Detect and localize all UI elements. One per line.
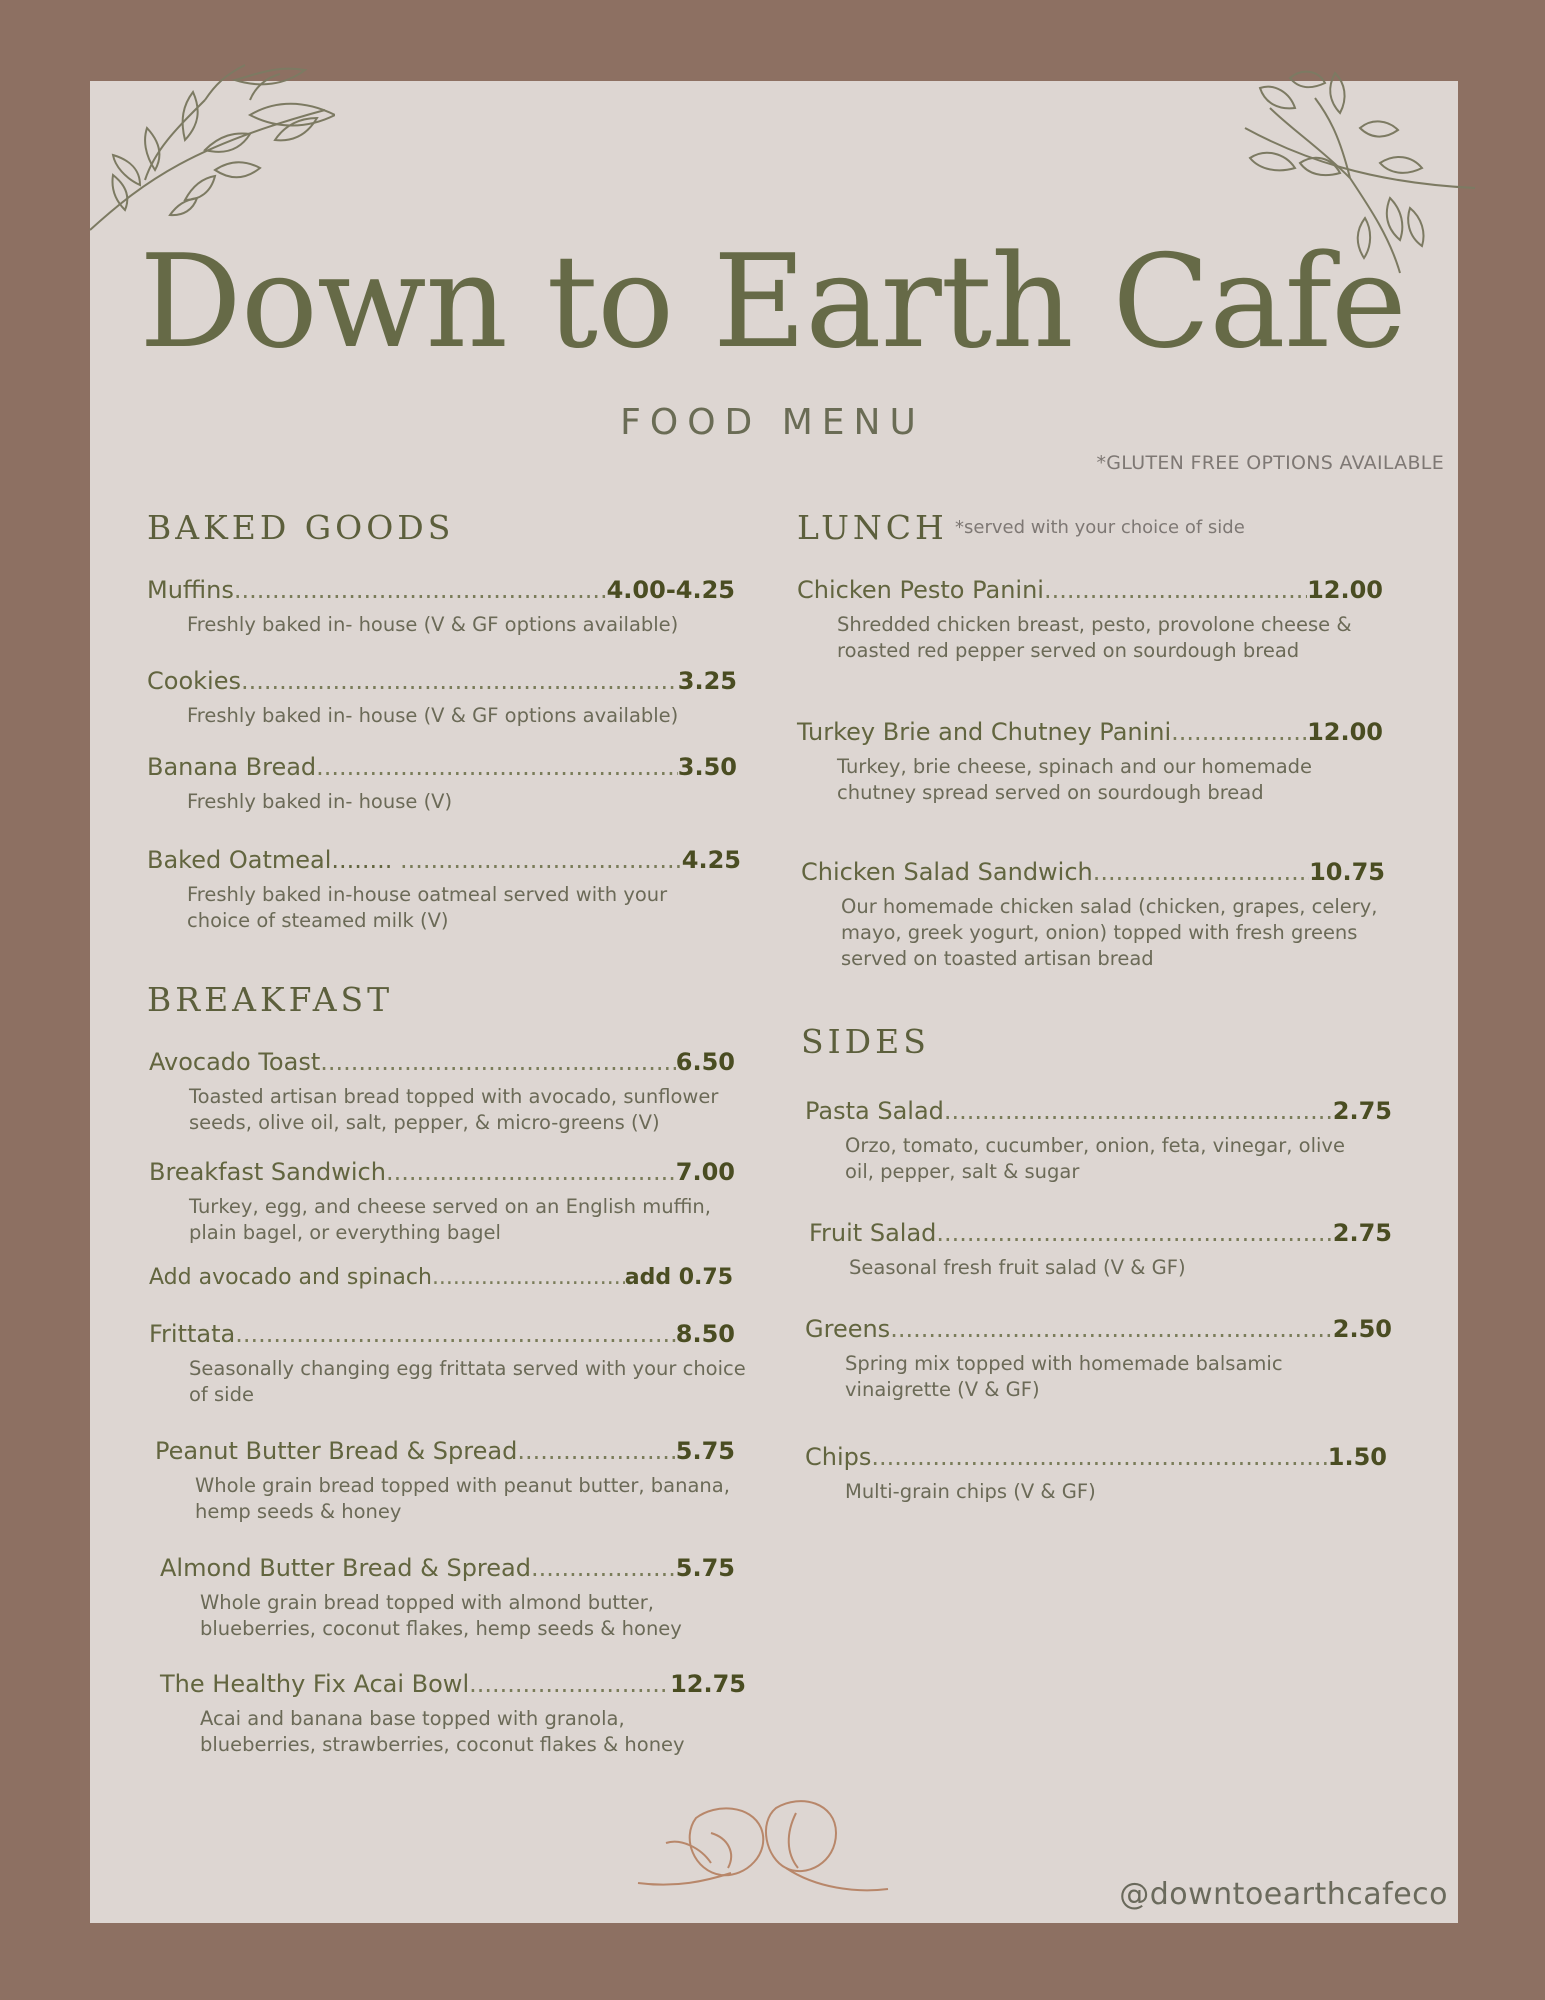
item-price: 3.25 <box>677 667 737 695</box>
menu-item-add-avocado <box>149 1265 733 1290</box>
menu-item-avocado-toast <box>149 1048 735 1136</box>
gluten-free-note: *GLUTEN FREE OPTIONS AVAILABLE <box>1096 452 1444 474</box>
item-description: Freshly baked in- house (V) <box>187 790 453 813</box>
item-name: The Healthy Fix Acai Bowl <box>160 1670 470 1698</box>
menu-item-fruit-salad <box>809 1219 1392 1281</box>
item-price: 3.50 <box>677 753 737 781</box>
item-description: Acai and banana base topped with granola, blueberries, strawberries, coconut flakes & honey <box>200 1707 685 1756</box>
item-description: Whole grain bread topped with almond butter, blueberries, coconut flakes, hemp seeds & honey <box>200 1591 682 1640</box>
item-name: Muffins <box>147 576 234 604</box>
item-price: 10.75 <box>1309 858 1385 886</box>
item-name: Frittata <box>149 1320 236 1348</box>
item-description: Freshly baked in- house (V & GF options available) <box>187 704 679 727</box>
item-price: 1.50 <box>1327 1443 1387 1471</box>
coffee-beans-line-art-icon <box>636 1793 896 1903</box>
item-description: Seasonal fresh fruit salad (V & GF) <box>849 1256 1186 1279</box>
menu-item-peanut-butter-bread <box>155 1437 735 1525</box>
item-price: 7.00 <box>675 1158 735 1186</box>
menu-item-baked-oatmeal <box>147 846 741 934</box>
item-description: Freshly baked in- house (V & GF options available) <box>187 613 679 636</box>
section-title-sides: SIDES <box>801 1022 930 1061</box>
item-price: 2.75 <box>1332 1097 1392 1125</box>
item-name: Chicken Pesto Panini <box>797 576 1044 604</box>
menu-item-muffins <box>147 576 735 638</box>
item-name: Greens <box>805 1315 891 1343</box>
item-price: 4.25 <box>681 846 741 874</box>
menu-item-acai-bowl <box>160 1670 746 1758</box>
item-price: 2.75 <box>1332 1219 1392 1247</box>
item-price: 4.00-4.25 <box>606 576 735 604</box>
item-name: Pasta Salad <box>805 1097 944 1125</box>
item-name: Chips <box>805 1443 872 1471</box>
item-description: Orzo, tomato, cucumber, onion, feta, vinegar, olive oil, pepper, salt & sugar <box>845 1134 1345 1183</box>
item-price: 8.50 <box>675 1320 735 1348</box>
menu-item-greens <box>805 1315 1392 1403</box>
item-name: Banana Bread <box>147 753 317 781</box>
item-price: add 0.75 <box>624 1265 733 1290</box>
item-name: Breakfast Sandwich <box>149 1158 386 1186</box>
item-price: 12.75 <box>670 1670 746 1698</box>
item-description: Freshly baked in-house oatmeal served with your choice of steamed milk (V) <box>187 883 668 932</box>
item-price: 5.75 <box>675 1554 735 1582</box>
item-description: Turkey, brie cheese, spinach and our homemade chutney spread served on sourdough bread <box>837 755 1313 804</box>
menu-item-cookies <box>147 667 737 729</box>
item-name: Add avocado and spinach <box>149 1265 432 1290</box>
leaf-branch-left-icon <box>85 60 335 235</box>
menu-item-pasta-salad <box>805 1097 1392 1185</box>
menu-item-chips <box>805 1443 1387 1505</box>
item-description: Turkey, egg, and cheese served on an English muffin, plain bagel, or everything bagel <box>189 1195 711 1244</box>
item-price: 12.00 <box>1307 576 1383 604</box>
item-name: Chicken Salad Sandwich <box>801 858 1093 886</box>
menu-item-almond-butter-bread <box>160 1554 735 1642</box>
item-description: Spring mix topped with homemade balsamic vinaigrette (V & GF) <box>845 1352 1283 1401</box>
lunch-side-note: *served with your choice of side <box>955 517 1245 538</box>
social-handle: @downtoearthcafeco <box>1119 1877 1448 1912</box>
item-name: Turkey Brie and Chutney Panini <box>797 718 1172 746</box>
item-price: 6.50 <box>675 1048 735 1076</box>
item-description: Toasted artisan bread topped with avocado, sunflower seeds, olive oil, salt, pepper, & micro-greens (V) <box>189 1085 719 1134</box>
cafe-title: Down to Earth Cafe <box>139 228 1406 377</box>
item-description: Multi-grain chips (V & GF) <box>845 1480 1096 1503</box>
item-name: Almond Butter Bread & Spread <box>160 1554 531 1582</box>
item-price: 12.00 <box>1307 718 1383 746</box>
menu-item-turkey-brie-panini <box>797 718 1383 806</box>
item-price: 5.75 <box>675 1437 735 1465</box>
item-name: Cookies <box>147 667 241 695</box>
item-name: Avocado Toast <box>149 1048 321 1076</box>
menu-subtitle: FOOD MENU <box>620 402 925 443</box>
menu-item-frittata <box>149 1320 746 1408</box>
section-title-baked-goods: BAKED GOODS <box>147 508 455 547</box>
item-description: Whole grain bread topped with peanut butter, banana, hemp seeds & honey <box>195 1474 730 1523</box>
menu-item-breakfast-sandwich <box>149 1158 735 1246</box>
item-name: Peanut Butter Bread & Spread <box>155 1437 518 1465</box>
item-name: Baked Oatmeal........ <box>147 846 401 874</box>
section-title-lunch: LUNCH <box>797 508 948 547</box>
menu-item-chicken-pesto-panini <box>797 576 1383 664</box>
item-name: Fruit Salad <box>809 1219 937 1247</box>
menu-item-banana-bread <box>147 753 737 815</box>
item-description: Our homemade chicken salad (chicken, grapes, celery, mayo, greek yogurt, onion) topped with fresh greens served on toasted artisan bread <box>841 895 1378 970</box>
menu-item-chicken-salad-sandwich <box>801 858 1385 972</box>
item-description: Seasonally changing egg frittata served with your choice of side <box>189 1357 746 1406</box>
item-price: 2.50 <box>1332 1315 1392 1343</box>
section-title-breakfast: BREAKFAST <box>147 980 394 1019</box>
item-description: Shredded chicken breast, pesto, provolone cheese & roasted red pepper served on sourdough bread <box>837 613 1352 662</box>
